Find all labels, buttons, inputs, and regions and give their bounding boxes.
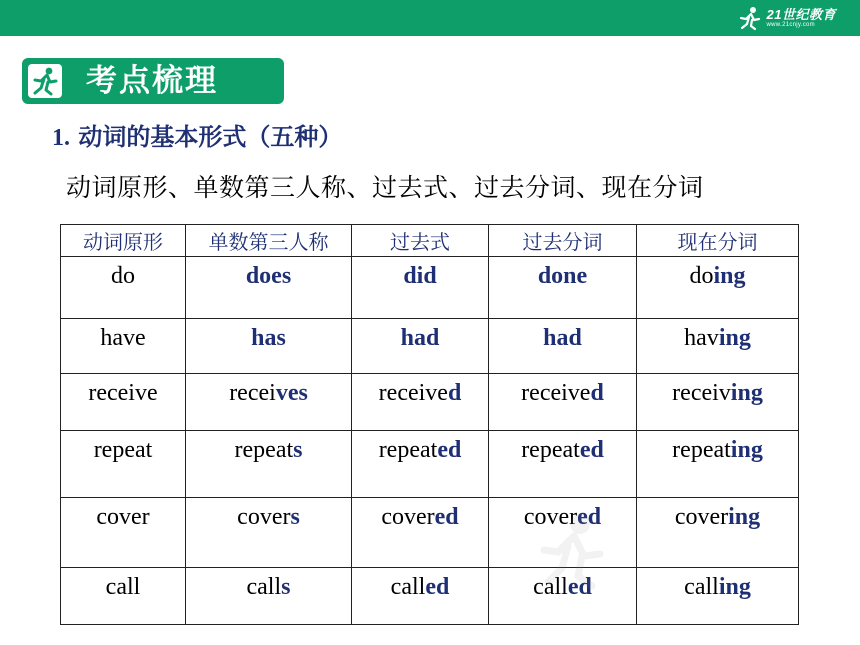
word-ending: ves (275, 380, 308, 406)
cell-past-tense (352, 319, 489, 374)
table-header-row (61, 225, 799, 257)
word-ending: has (251, 325, 286, 351)
cell-past-tense (352, 498, 489, 568)
cell-past-tense (352, 568, 489, 625)
word-stem: have (100, 325, 146, 351)
cell-base-form (61, 319, 186, 374)
word-ending: ing (718, 574, 751, 600)
word-ending: ing (713, 263, 746, 289)
word-ending: d (590, 380, 604, 406)
section-title: 考点梳理 (86, 63, 218, 99)
header-base-form: 动词原形 (61, 225, 186, 257)
word-ending: ing (718, 325, 751, 351)
table-row (61, 431, 799, 498)
cell-third-person (186, 374, 352, 431)
heading-text: 动词的基本形式（五种） (78, 123, 343, 151)
cell-past-participle (489, 374, 637, 431)
word-stem: repeat (378, 437, 438, 463)
brand-name: 21世纪教育 (766, 7, 836, 22)
word-stem: do (689, 263, 714, 289)
word-stem: cover (237, 504, 291, 530)
cell-third-person (186, 431, 352, 498)
cell-past-participle (489, 431, 637, 498)
word-stem: hav (684, 325, 719, 351)
header-past-tense: 过去式 (352, 225, 489, 257)
word-ending: ed (567, 574, 592, 600)
word-ending: s (290, 504, 300, 530)
cell-past-participle (489, 257, 637, 319)
word-ending: done (537, 263, 588, 289)
word-ending: ed (425, 574, 450, 600)
table-row (61, 374, 799, 431)
word-ending: ed (437, 437, 462, 463)
cell-third-person (186, 498, 352, 568)
heading-number: 1. (52, 125, 70, 151)
cell-base-form (61, 568, 186, 625)
word-stem: cover (96, 504, 150, 530)
cell-present-participle (637, 374, 799, 431)
word-ending: ing (728, 504, 761, 530)
watermark-logo (540, 508, 830, 604)
word-stem: call (684, 574, 719, 600)
cell-base-form (61, 374, 186, 431)
word-stem: cover (523, 504, 578, 530)
word-stem: repeat (234, 437, 294, 463)
word-stem: receive (378, 380, 448, 406)
section-banner (22, 58, 284, 104)
cell-base-form (61, 257, 186, 319)
word-ending: ing (730, 380, 763, 406)
word-ending: d (447, 380, 462, 406)
word-ending: s (293, 437, 303, 463)
word-ending: ed (434, 504, 459, 530)
word-stem: repeat (93, 437, 153, 463)
word-stem: call (105, 574, 141, 600)
top-banner (0, 0, 860, 36)
cell-present-participle (637, 319, 799, 374)
word-stem: cover (381, 504, 435, 530)
cell-present-participle (637, 431, 799, 498)
header-third-person: 单数第三人称 (186, 225, 352, 257)
cell-past-participle (489, 319, 637, 374)
cell-past-tense (352, 431, 489, 498)
word-stem: receiv (672, 380, 731, 406)
running-person-icon (28, 64, 62, 98)
word-ending: ed (579, 437, 604, 463)
word-ending: had (543, 325, 582, 351)
word-stem: call (390, 574, 426, 600)
table-row (61, 319, 799, 374)
word-stem: repeat (521, 437, 580, 463)
word-stem: receive (521, 380, 591, 406)
cell-third-person (186, 257, 352, 319)
word-stem: call (533, 574, 568, 600)
word-stem: repeat (672, 437, 731, 463)
cell-past-tense (352, 374, 489, 431)
cell-present-participle (637, 257, 799, 319)
word-stem: do (111, 263, 135, 289)
header-past-participle: 过去分词 (489, 225, 637, 257)
forms-summary: 动词原形、单数第三人称、过去式、过去分词、现在分词 (66, 173, 704, 202)
word-stem: call (246, 574, 282, 600)
word-ending: ing (730, 437, 763, 463)
word-ending: does (245, 263, 292, 289)
header-present-participle: 现在分词 (637, 225, 799, 257)
cell-base-form (61, 431, 186, 498)
page-heading (52, 117, 342, 152)
cell-third-person (186, 319, 352, 374)
brand-logo (737, 4, 836, 32)
cell-past-tense (352, 257, 489, 319)
brand-url: www.21cnjy.com (766, 22, 815, 28)
word-ending: ed (577, 504, 602, 530)
cell-third-person (186, 568, 352, 625)
word-stem: recei (229, 380, 276, 406)
cell-base-form (61, 498, 186, 568)
word-stem: cover (674, 504, 729, 530)
word-ending: did (403, 263, 437, 289)
word-ending: s (281, 574, 291, 600)
running-figure-logo-icon (737, 5, 763, 31)
word-stem: receive (88, 380, 158, 406)
table-row (61, 257, 799, 319)
word-ending: had (400, 325, 440, 351)
